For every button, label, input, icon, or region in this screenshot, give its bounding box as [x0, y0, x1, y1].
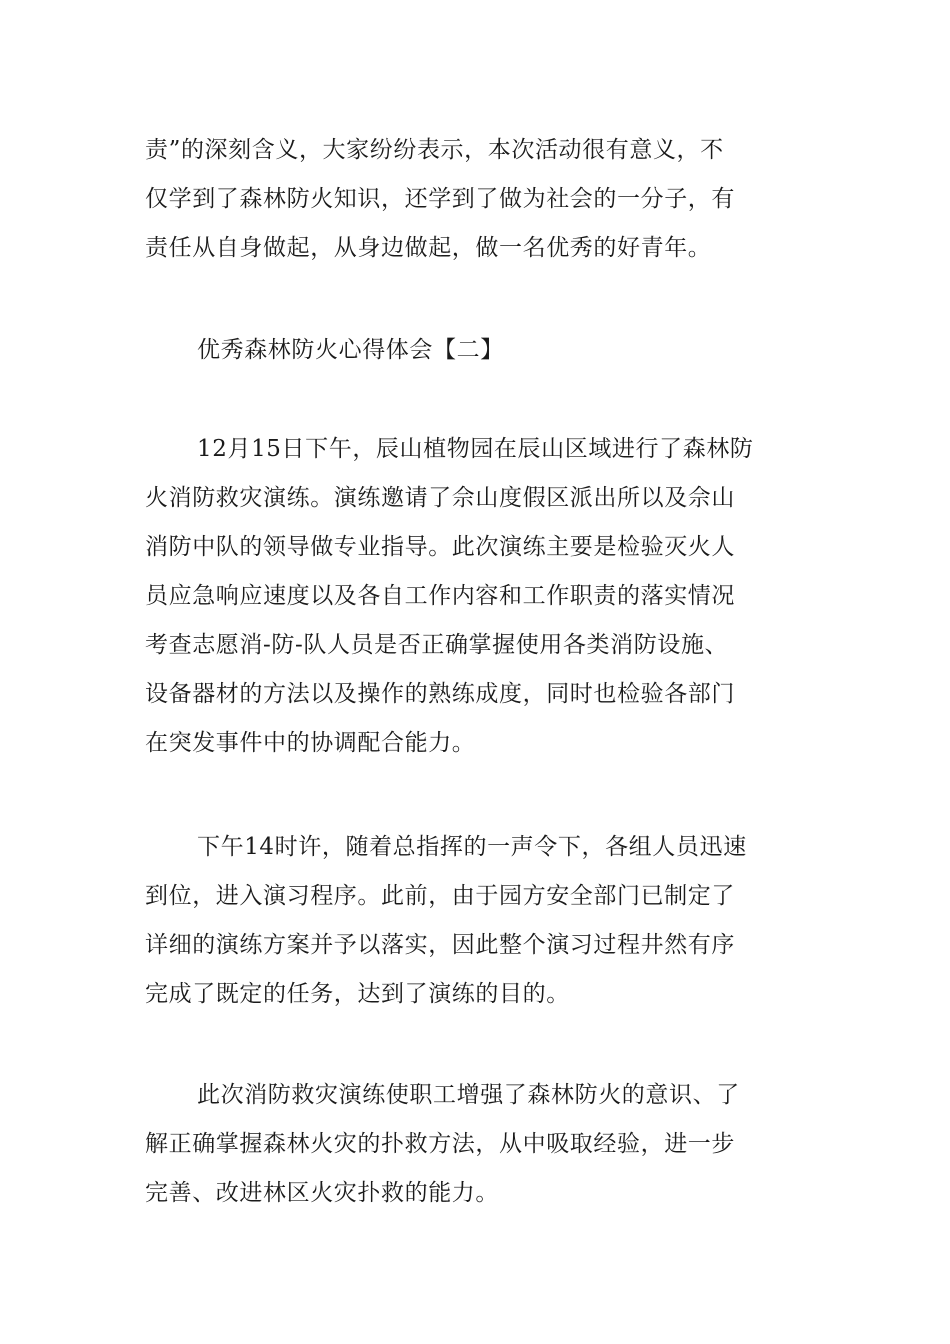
paragraph-continuation — [145, 126, 810, 273]
paragraph-line: 消防中队的领导做专业指导。此次演练主要是检验灭火人 — [145, 534, 735, 560]
paragraph-line: 此次消防救灾演练使职工增强了森林防火的意识、了 — [197, 1082, 740, 1108]
paragraph-line: 在突发事件中的协调配合能力。 — [145, 730, 476, 756]
paragraph-line: 下午14时许，随着总指挥的一声令下，各组人员迅速 — [197, 834, 747, 860]
paragraph-line: 完成了既定的任务，达到了演练的目的。 — [145, 981, 570, 1007]
paragraph-line: 设备器材的方法以及操作的熟练成度，同时也检验各部门 — [145, 681, 735, 707]
paragraph-line: 员应急响应速度以及各自工作内容和工作职责的落实情况 — [145, 583, 735, 609]
paragraph-line: 到位，进入演习程序。此前，由于园方安全部门已制定了 — [145, 883, 735, 909]
paragraph-line: 12月15日下午，辰山植物园在辰山区域进行了森林防 — [197, 436, 754, 462]
paragraph-drill-overview — [145, 425, 810, 768]
paragraph-line: 详细的演练方案并予以落实，因此整个演习过程井然有序 — [145, 932, 735, 958]
paragraph-line: 解正确掌握森林火灾的扑救方法，从中吸取经验，进一步 — [145, 1131, 735, 1157]
paragraph-line: 火消防救灾演练。演练邀请了佘山度假区派出所以及佘山 — [145, 485, 735, 511]
paragraph-drill-process — [145, 823, 810, 1019]
paragraph-line: 责任从自身做起，从身边做起，做一名优秀的好青年。 — [145, 235, 712, 261]
paragraph-line: 完善、改进林区火灾扑救的能力。 — [145, 1180, 499, 1206]
paragraph-line: 考查志愿消-防-队人员是否正确掌握使用各类消防设施、 — [145, 632, 729, 658]
section-heading-text: 优秀森林防火心得体会【二】 — [197, 337, 504, 363]
section-heading — [145, 326, 810, 375]
paragraph-drill-outcome — [145, 1071, 810, 1218]
paragraph-line: 责”的深刻含义，大家纷纷表示，本次活动很有意义，不 — [145, 137, 724, 163]
paragraph-line: 仅学到了森林防火知识，还学到了做为社会的一分子，有 — [145, 186, 735, 212]
